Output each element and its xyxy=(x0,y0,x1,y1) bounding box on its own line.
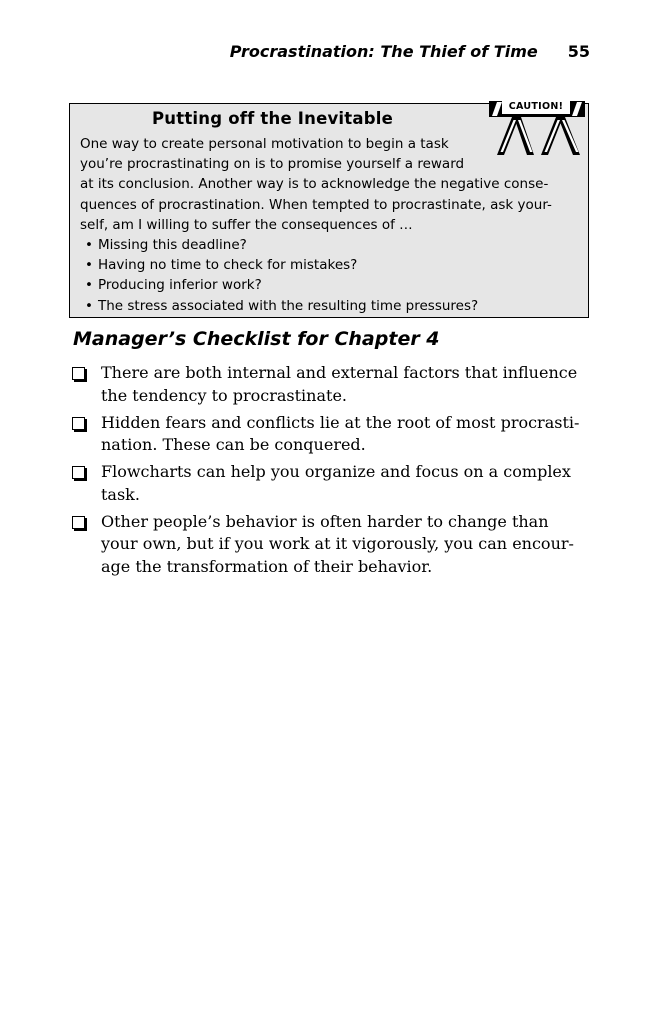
running-head xyxy=(0,42,590,61)
checklist-item-line: Other people’s behavior is often harder to change than xyxy=(101,511,549,531)
checklist-item-line: the tendency to procrastinate. xyxy=(101,385,347,405)
sidebar-body xyxy=(80,134,552,316)
sidebar-line: self, am I willing to suffer the consequences of … xyxy=(80,216,413,233)
checkbox-icon xyxy=(72,417,85,430)
checklist-item-line: There are both internal and external factors that influence xyxy=(101,363,578,382)
checklist-item xyxy=(72,362,592,407)
checkbox-icon xyxy=(72,516,85,529)
sidebar-title: Putting off the Inevitable xyxy=(152,109,393,128)
sidebar-bullet: • The stress associated with the resulting time pressures? xyxy=(80,296,552,316)
checklist-item-line: Hidden fears and conflicts lie at the root of most procrasti- xyxy=(101,412,580,432)
sidebar-line: you’re procrastinating on is to promise yourself a reward xyxy=(80,156,465,173)
checklist xyxy=(72,362,592,583)
sidebar-bullet: • Having no time to check for mistakes? xyxy=(80,255,552,275)
caution-sidebar xyxy=(69,103,589,318)
checklist-item-line: nation. These can be conquered. xyxy=(101,435,366,454)
sidebar-line: at its conclusion. Another way is to acknowledge the negative conse- xyxy=(80,176,549,193)
checklist-item xyxy=(72,461,592,506)
page-number: 55 xyxy=(567,42,590,61)
checklist-item-line: Flowcharts can help you organize and focus on a complex xyxy=(101,462,571,481)
running-head-title: Procrastination: The Thief of Time xyxy=(229,42,538,61)
checklist-item-line: your own, but if you work at it vigorously, you can encour- xyxy=(101,534,574,553)
checklist-item xyxy=(72,511,592,579)
checklist-item-line: task. xyxy=(101,484,140,504)
sidebar-line: One way to create personal motivation to begin a task xyxy=(80,136,449,152)
checkbox-icon xyxy=(72,367,85,380)
checklist-item xyxy=(72,412,592,457)
checkbox-icon xyxy=(72,466,85,479)
sidebar-bullet: • Producing inferior work? xyxy=(80,275,552,295)
checklist-item-line: age the transformation of their behavior. xyxy=(101,556,433,576)
caution-label: CAUTION! xyxy=(502,100,570,114)
checklist-heading: Manager’s Checklist for Chapter 4 xyxy=(73,328,440,350)
sidebar-line: quences of procrastination. When tempted to procrastinate, ask your- xyxy=(80,196,552,213)
sidebar-bullet: • Missing this deadline? xyxy=(80,235,552,255)
